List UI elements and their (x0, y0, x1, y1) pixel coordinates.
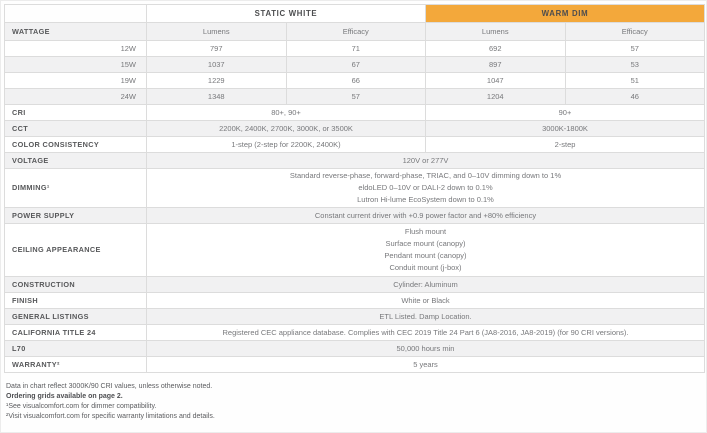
static-white-value: 2200K, 2400K, 2700K, 3000K, or 3500K (147, 121, 426, 137)
spec-row-color-consistency (5, 137, 705, 153)
dimming-line: Lutron Hi-lume EcoSystem down to 0.1% (357, 195, 494, 204)
cell-value: 66 (286, 73, 426, 89)
row-label: WARRANTY² (5, 357, 147, 373)
cell-value: 1037 (147, 57, 287, 73)
row-label: CRI (5, 105, 147, 121)
footnote-warranty-details: ²Visit visualcomfort.com for specific warranty limitations and details. (6, 413, 215, 420)
dimming-line: eldoLED 0–10V or DALI-2 down to 0.1% (358, 183, 493, 192)
spec-row-ceiling-appearance (5, 224, 705, 277)
cell-value: 797 (147, 41, 287, 57)
cell-value: 57 (565, 41, 705, 57)
row-label: CCT (5, 121, 147, 137)
row-label: COLOR CONSISTENCY (5, 137, 147, 153)
spec-value: 120V or 277V (147, 153, 705, 169)
spec-value: Constant current driver with +0.9 power factor and +80% efficiency (147, 208, 705, 224)
spec-row-general-listings (5, 309, 705, 325)
spec-row-cct (5, 121, 705, 137)
spec-value: Cylinder: Aluminum (147, 277, 705, 293)
spec-row-construction (5, 277, 705, 293)
row-label: GENERAL LISTINGS (5, 309, 147, 325)
cell-value: 71 (286, 41, 426, 57)
row-label: CALIFORNIA TITLE 24 (5, 325, 147, 341)
spec-row-voltage (5, 153, 705, 169)
wd-lumens-column-header: Lumens (426, 23, 566, 41)
wattage-value: 24W (5, 89, 147, 105)
ceiling-line: Conduit mount (j-box) (389, 263, 462, 272)
footnote-data-disclaimer: Data in chart reflect 3000K/90 CRI values, unless otherwise noted. (6, 383, 213, 390)
group-header-row (5, 5, 705, 23)
row-label: DIMMING¹ (5, 169, 147, 208)
spec-value: 5 years (147, 357, 705, 373)
row-label: CONSTRUCTION (5, 277, 147, 293)
wd-efficacy-column-header: Efficacy (565, 23, 705, 41)
cell-value: 1348 (147, 89, 287, 105)
cell-value: 46 (565, 89, 705, 105)
cell-value: 897 (426, 57, 566, 73)
warm-dim-value: 90+ (426, 105, 705, 121)
sw-efficacy-column-header: Efficacy (286, 23, 426, 41)
static-white-group-header: STATIC WHITE (147, 5, 426, 23)
cell-value: 53 (565, 57, 705, 73)
footnotes (4, 373, 703, 422)
cell-value: 57 (286, 89, 426, 105)
wattage-value: 12W (5, 41, 147, 57)
wattage-value: 15W (5, 57, 147, 73)
warm-dim-group-header: WARM DIM (426, 5, 705, 23)
spec-value: White or Black (147, 293, 705, 309)
wattage-row-12w (5, 41, 705, 57)
spec-table (4, 4, 705, 373)
spec-row-dimming (5, 169, 705, 208)
footnote-ordering-grids: Ordering grids available on page 2. (6, 393, 123, 400)
wattage-row-15w (5, 57, 705, 73)
spec-value-multiline (147, 169, 705, 208)
wattage-value: 19W (5, 73, 147, 89)
static-white-value: 80+, 90+ (147, 105, 426, 121)
cell-value: 51 (565, 73, 705, 89)
warm-dim-value: 2-step (426, 137, 705, 153)
cell-value: 692 (426, 41, 566, 57)
spec-row-power-supply (5, 208, 705, 224)
sw-lumens-column-header: Lumens (147, 23, 287, 41)
spec-value-multiline (147, 224, 705, 277)
row-label: CEILING APPEARANCE (5, 224, 147, 277)
wattage-column-header: WATTAGE (5, 23, 147, 41)
cell-value: 1204 (426, 89, 566, 105)
ceiling-line: Flush mount (404, 227, 447, 236)
row-label: FINISH (5, 293, 147, 309)
footnote-dimmer-compatibility: ¹See visualcomfort.com for dimmer compatibility. (6, 403, 157, 410)
corner-empty-cell (5, 5, 147, 23)
spec-row-l70 (5, 341, 705, 357)
spec-value: ETL Listed. Damp Location. (147, 309, 705, 325)
spec-value: Registered CEC appliance database. Complies with CEC 2019 Title 24 Part 6 (JA8-2016, JA8-2019) (for 90 CRI versions). (147, 325, 705, 341)
cell-value: 1047 (426, 73, 566, 89)
static-white-value: 1-step (2-step for 2200K, 2400K) (147, 137, 426, 153)
column-header-row (5, 23, 705, 41)
spec-row-california-title-24 (5, 325, 705, 341)
dimming-line: Standard reverse-phase, forward-phase, TRIAC, and 0–10V dimming down to 1% (289, 171, 562, 180)
row-label: VOLTAGE (5, 153, 147, 169)
row-label: POWER SUPPLY (5, 208, 147, 224)
row-label: L70 (5, 341, 147, 357)
cell-value: 67 (286, 57, 426, 73)
ceiling-line: Pendant mount (canopy) (384, 251, 467, 260)
spec-row-cri (5, 105, 705, 121)
warm-dim-value: 3000K-1800K (426, 121, 705, 137)
ceiling-line: Surface mount (canopy) (385, 239, 466, 248)
cell-value: 1229 (147, 73, 287, 89)
spec-row-warranty (5, 357, 705, 373)
wattage-row-24w (5, 89, 705, 105)
spec-value: 50,000 hours min (147, 341, 705, 357)
wattage-row-19w (5, 73, 705, 89)
spec-row-finish (5, 293, 705, 309)
